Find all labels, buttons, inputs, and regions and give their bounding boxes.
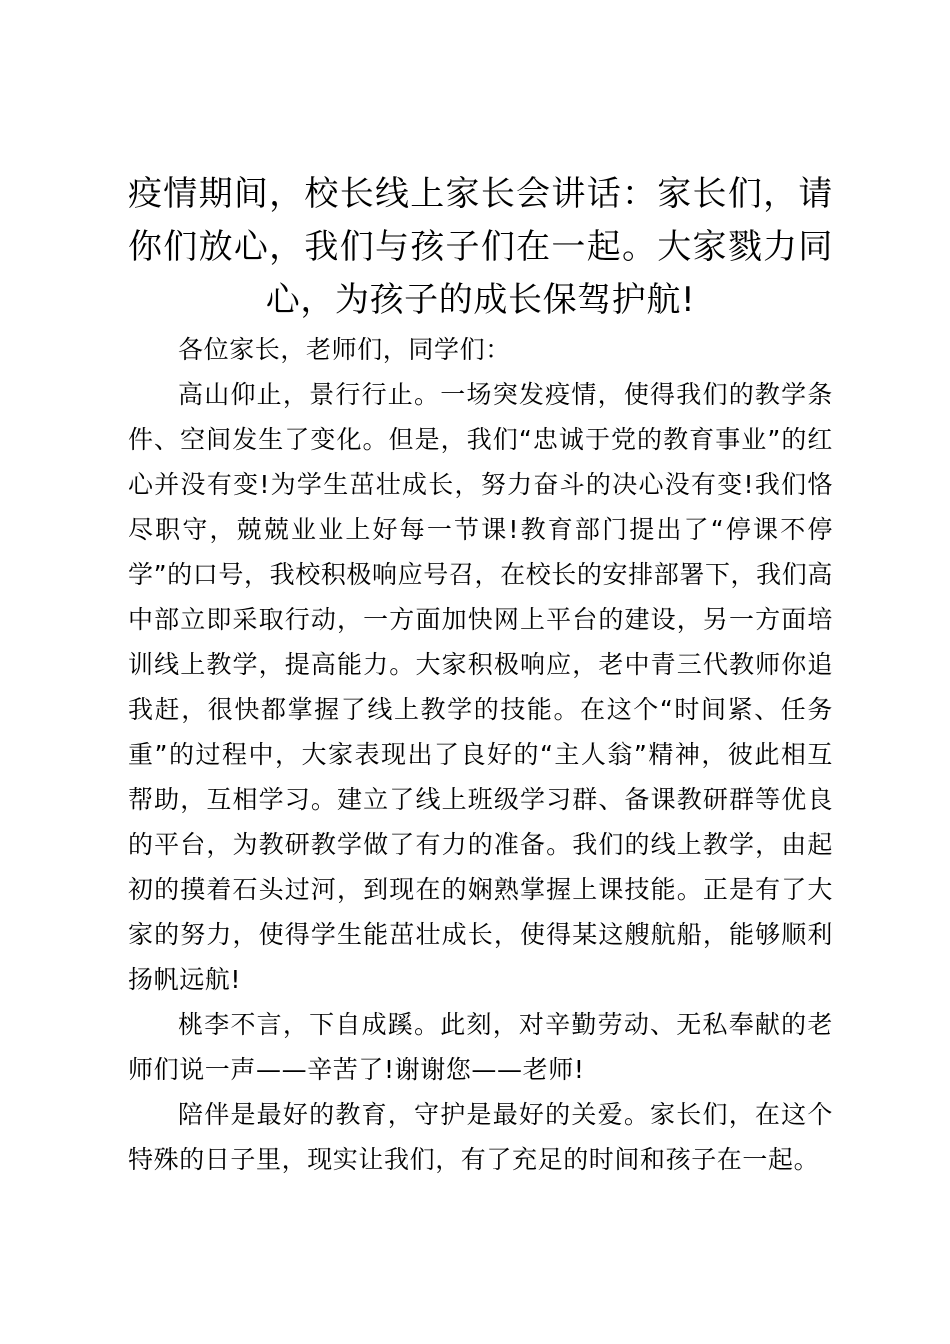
paragraph-1: 高山仰止，景行行止。一场突发疫情，使得我们的教学条件、空间发生了变化。但是，我们“忠诚于党的教育事业”的红心并没有变!为学生茁壮成长，努力奋斗的决心没有变!我们恪尽职守，兢兢业业上好每一节课!教育部门提出了“停课不停学”的口号，我校积极响应号召，在校长的安排部署下，我们高中部立即采取行动，一方面加快网上平台的建设，另一方面培训线上教学，提高能力。大家积极响应，老中青三代教师你追我赶，很快都掌握了线上教学的技能。在这个“时间紧、任务重”的过程中，大家表现出了良好的“主人翁”精神，彼此相互帮助，互相学习。建立了线上班级学习群、备课教研群等优良的平台，为教研教学做了有力的准备。我们的线上教学，由起初的摸着石头过河，到现在的娴熟掌握上课技能。正是有了大家的努力，使得学生能茁壮成长，使得某这艘航船，能够顺利扬帆远航!	[128, 380, 833, 994]
document-body	[128, 327, 833, 1182]
greeting-line: 各位家长，老师们，同学们：	[178, 335, 511, 364]
document-title: 疫情期间，校长线上家长会讲话：家长们，请你们放心，我们与孩子们在一起。大家戮力同心，为孩子的成长保驾护航!	[128, 174, 833, 320]
paragraph-3: 陪伴是最好的教育，守护是最好的关爱。家长们，在这个特殊的日子里，现实让我们，有了充足的时间和孩子在一起。	[128, 1100, 833, 1174]
document-page	[128, 168, 833, 1182]
paragraph-2: 桃李不言，下自成蹊。此刻，对辛勤劳动、无私奉献的老师们说一声——辛苦了!谢谢您——老师!	[128, 1010, 833, 1084]
